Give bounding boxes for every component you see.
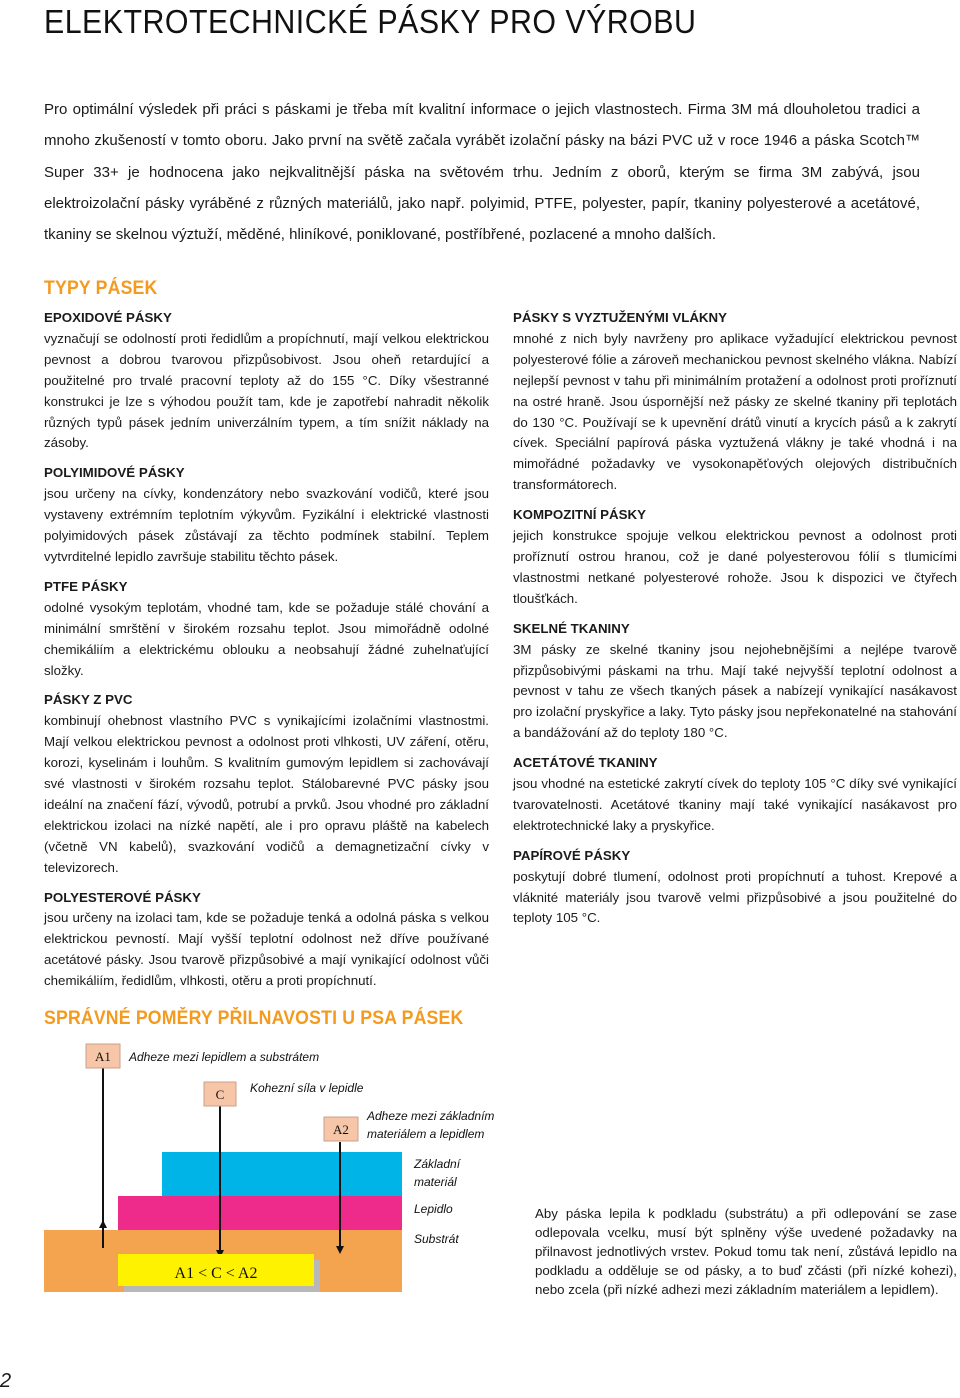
type-title: EPOXIDOVÉ PÁSKY — [44, 310, 172, 325]
intro-paragraph: Pro optimální výsledek při práci s páskami je třeba mít kvalitní informace o jejich vlastnostech. Firma 3M má dlouholetou tradici a mnoho zkušeností v tomto oboru. Jako první na světě začala vyrábět izolační pásky na bázi PVC už v roce 1946 a páska Scotch™ Super 33+ je hodnocena jako nejkvalitnější páska na světovém trhu. Jedním z oborů, kterým se firma 3M zabývá, jsou elektroizolační pásky vyráběné z různých materiálů, jako např. polyimid, PTFE, polyester, papír, tkaniny polyesterové a acetátové, tkaniny se skelnou výztuží, měděné, hliníkové, poniklované, postříbřené, pozlacené a mnoho dalších. — [44, 101, 920, 244]
label-a2-line1: Adheze mezi základním — [367, 1109, 495, 1123]
type-title: POLYESTEROVÉ PÁSKY — [44, 889, 201, 905]
type-block-polyimide — [44, 463, 489, 568]
type-block-composite — [513, 505, 957, 610]
type-block-fiber — [513, 308, 957, 496]
type-block-polyester — [44, 888, 489, 993]
type-title: PÁSKY S VYZTUŽENÝMI VLÁKNY — [513, 310, 728, 325]
formula-text: A1 < C < A2 — [174, 1265, 258, 1282]
type-block-acetate — [513, 753, 957, 837]
type-title: POLYIMIDOVÉ PÁSKY — [44, 465, 185, 481]
base-material-layer — [162, 1152, 402, 1196]
type-block-epoxy — [44, 308, 489, 454]
type-text: jsou vhodné na estetické zakrytí cívek do teploty 105 °C díky své vynikající tvarovatelnosti. Acetátové tkaniny mají také vynikající nasákavost pro elektrotechnické laky a pryskyřice. — [513, 776, 957, 833]
c-box-text: C — [215, 1087, 225, 1102]
label-adhesive: Lepidlo — [414, 1202, 453, 1216]
label-a1: Adheze mezi lepidlem a substrátem — [129, 1050, 320, 1064]
type-block-paper — [513, 846, 957, 930]
type-text: jejich konstrukce spojuje velkou elektrickou pevnost a odolnost proti proříznutí ostrou hranou, což je dané polyesterovou fólií s tlumicími vlastnostmi netkané polyesterové rohože. Jsou k dispozici ve čtyřech tloušťkách. — [513, 528, 957, 606]
type-text: odolné vysokým teplotám, vhodné tam, kde se požaduje stálé chování a minimální smrštění v širokém rozsahu teplot. Jsou mimořádně odolné chemikáliím a elektrickému oblouku a neobsahují žádné zuhelnaťující složky. — [44, 599, 489, 678]
a1-box-text: A1 — [95, 1049, 111, 1064]
type-text: 3M pásky ze skelné tkaniny jsou nejohebnějšími a nejlépe tvarově přizpůsobivými páskami na trhu. Mají také nejvyšší teplotní odolnost a pevnost v tahu ze všech tkaných pásek a nabízejí vynikající nasákavost pro izolační pryskyřice a laky. Tyto pásky jsou nepřekonatelné na stahování a bandážování až do teploty 180 °C. — [513, 641, 957, 741]
label-base-line2: materiál — [414, 1175, 457, 1189]
a2-box-text: A2 — [333, 1122, 349, 1137]
adhesion-heading: SPRÁVNÉ POMĚRY PŘILNAVOSTI U PSA PÁSEK — [44, 1008, 464, 1029]
type-text: poskytují dobré tlumení, odolnost proti propíchnutí a tuhost. Krepové a vláknité materiály jsou tvarově velmi přizpůsobivé a jsou použitelné do teploty 105 °C. — [513, 868, 957, 926]
label-base-line1: Základní — [414, 1157, 461, 1171]
page-title: ELEKTROTECHNICKÉ PÁSKY PRO VÝROBU — [44, 3, 697, 40]
types-right-column — [513, 308, 957, 938]
type-block-glass — [513, 619, 957, 744]
label-substrate: Substrát — [414, 1232, 459, 1246]
adhesive-layer — [118, 1196, 402, 1230]
type-text: jsou určeny na cívky, kondenzátory nebo svazkování vodičů, které jsou vystaveny extrémním teplotním výkyvům. Fyzikální i elektrické vlastnosti polyimidových pásek zůstávají za těchto podmínek stabilní. Teplem vytvrditelné lepidlo završuje stabilitu těchto pásek. — [44, 486, 489, 564]
type-title: PÁSKY Z PVC — [44, 692, 133, 708]
type-text: vyznačují se odolností proti ředidlům a propíchnutí, mají velkou elektrickou pevnost a dobrou tvarovou přizpůsobivost. Jsou oheň retardující a použitelné pro trvalé pracovní teploty až do 155 °C. Díky všestranné konstrukci je lze s výhodou použít tam, kde je zapotřebí nahradit několik různých typů pásek jedním univerzálním typem, a tím snížit náklady na zásoby. — [44, 330, 489, 451]
adhesion-explanation: Aby páska lepila k podkladu (substrátu) a při odlepování se zase odlepovala vcelku, musí být splněny výše uvedené požadavky na přilnavost jednotlivých vrstev. Pokud tomu tak není, zůstává lepidlo na podkladu a odděluje se od pásky, a to buď zčásti (při nízké kohezi), nebo zcela (při nízké adhezi mezi základním materiálem a lepidlem). — [535, 1206, 957, 1297]
types-left-column — [44, 308, 489, 1001]
page-number: 2 — [0, 1370, 12, 1392]
type-title: PTFE PÁSKY — [44, 578, 128, 594]
type-block-pvc — [44, 690, 489, 878]
type-text: mnohé z nich byly navrženy pro aplikace vyžadující elektrickou pevnost polyesterové fólie a zároveň mechanickou pevnost skelného vlákna. Nabízí nejlepší pevnost v tahu při minimálním protažení a odolnost proti proříznutí na ostré hraně. Jsou úspornější než pásky ze skelné tkaniny při teplotách do 130 °C. Používají se k upevnění drátů vinutí a krycích pásů a k zakrytí cívek. Speciální papírová páska vyztužená vlákny je také vhodná i na mimořádné požadavky ve vysokonapěťových olejových distribučních transformátorech. — [513, 330, 957, 493]
type-title: SKELNÉ TKANINY — [513, 620, 630, 636]
type-title: ACETÁTOVÉ TKANINY — [513, 755, 658, 771]
type-text: jsou určeny na izolaci tam, kde se požaduje tenká a odolná páska s velkou elektrickou pevností. Mají vyšší teplotní odolnost než dříve používané acetátové pásky. Jsou tvarově přizpůsobivé a mají vynikající odolnost vůči chemikáliím, ředidlům, vlhkosti, otěru a proti propíchnutí. — [44, 910, 489, 989]
label-a2-line2: materiálem a lepidlem — [367, 1127, 485, 1141]
type-block-ptfe — [44, 577, 489, 682]
type-text: kombinují ohebnost vlastního PVC s vynikajícími izolačními vlastnostmi. Mají velkou elektrickou pevnost a odolnost proti vlhkosti, UV záření, otěru, korozi, kyselinám i louhům. S kvalitním gumovým lepidlem si zachovávají své vlastnosti v širokém rozsahu teplot. Stálobarevné PVC pásky jsou ideální na značení fází, vývodů, potrubí a prvků. Jsou vhodné pro základní elektrickou izolaci na nízké napětí, ale i pro opravu pláště na kabelech (včetně VN kabelů), svazkování vodičů a demagnetizační cívky v televizorech. — [44, 713, 489, 875]
label-c: Kohezní síla v lepidle — [250, 1081, 364, 1095]
types-heading: TYPY PÁSEK — [44, 278, 158, 299]
type-title: KOMPOZITNÍ PÁSKY — [513, 507, 646, 523]
type-title: PAPÍROVÉ PÁSKY — [513, 847, 631, 863]
